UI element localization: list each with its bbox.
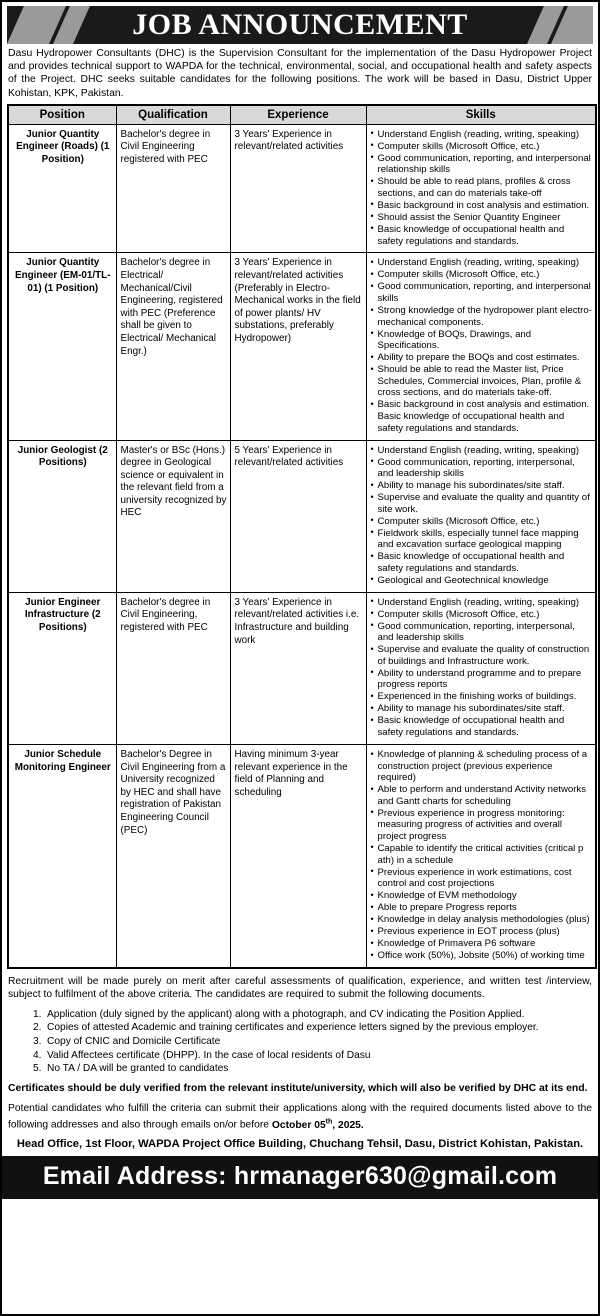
skill-item: • Ability to manage his subordinates/site staff. [371,703,593,715]
skill-item: • Basic background in cost analysis and estimation. [371,200,593,212]
skill-item: • Basic background in cost analysis and estimation. Basic knowledge of occupational health and safety regulations and standards. [371,399,593,434]
cell-experience: 5 Years' Experience in relevant/related activities [230,440,366,592]
table-row [8,253,596,440]
column-header-skills: Skills [366,105,596,125]
skill-item: • Knowledge of EVM methodology [371,890,593,902]
page-title: JOB ANNOUNCEMENT [132,8,468,41]
skill-item: • Ability to manage his subordinates/site staff. [371,480,593,492]
column-header-qualification: Qualification [116,105,230,125]
deadline-date [272,1120,364,1131]
deadline-day: October 05 [271,1119,326,1131]
deadline-ordinal: th [325,1118,333,1126]
submission-note [8,1102,592,1132]
cell-position: Junior Geologist (2 Positions) [8,440,116,592]
cell-skills [366,124,596,253]
skill-item: • Knowledge of Primavera P6 software [371,938,593,950]
cell-skills [366,253,596,440]
email-address-bar[interactable]: Email Address: hrmanager630@gmail.com [2,1156,598,1199]
skill-item: • Understand English (reading, writing, speaking) [371,257,593,269]
cell-experience: 3 Years' Experience in relevant/related activities (Preferably in Electro-Mechanical works in the field of power plants/ HV substations, preferably Hydropower) [230,253,366,440]
submission-prefix: Potential candidates who fulfill the criteria can submit their applications along with the required documents listed above to the following addresses and also through emails on/or before [8,1102,592,1131]
table-row [8,124,596,253]
certificates-note: Certificates should be duly verified from the relevant institute/university, which will also be verified by DHC at its end. [8,1082,588,1094]
positions-table-body [8,124,596,968]
cell-skills [366,745,596,968]
cell-position: Junior Quantity Engineer (EM-01/TL-01) (1 Position) [8,253,116,440]
skill-item: • Computer skills (Microsoft Office, etc.) [371,141,593,153]
skill-item: • Knowledge in delay analysis methodologies (plus) [371,914,593,926]
cell-qualification: Bachelor's degree in Civil Engineering, registered with PEC [116,592,230,744]
footer-section [7,975,593,1150]
positions-table [7,104,597,969]
table-row [8,745,596,968]
skill-item: • Good communication, reporting, and interpersonal skills [371,281,593,304]
skills-list [371,257,593,434]
announcement-banner [7,6,593,44]
skill-item: • Computer skills (Microsoft Office, etc.) [371,609,593,621]
skill-item: • Understand English (reading, writing, speaking) [371,129,593,141]
head-office-address: Head Office, 1st Floor, WAPDA Project Office Building, Chuchang Tehsil, Dasu, District Kohistan, Pakistan. [16,1138,584,1151]
skill-item: • Office work (50%), Jobsite (50%) of working time [371,950,593,962]
cell-qualification: Bachelor's degree in Civil Engineering registered with PEC [116,124,230,253]
table-header-row [8,105,596,125]
skill-item: • Should assist the Senior Quantity Engineer [371,212,593,224]
table-row [8,592,596,744]
document-item: Application (duly signed by the applicant) along with a photograph, and CV indicating the Position Applied. [47,1008,525,1020]
skill-item: • Good communication, reporting, interpersonal, and leadership skills [371,457,593,480]
skill-item: • Knowledge of BOQs, Drawings, and Specifications. [371,329,593,352]
column-header-experience: Experience [230,105,366,125]
skill-item: • Supervise and evaluate the quality of construction of buildings and Infrastructure work. [371,644,593,667]
cell-experience: 3 Years' Experience in relevant/related activities [230,124,366,253]
skill-item: • Strong knowledge of the hydropower plant electro-mechanical components. [371,305,593,328]
cell-position: Junior Quantity Engineer (Roads) (1 Position) [8,124,116,253]
document-item: Copies of attested Academic and training certificates and experience letters signed by the previous employer. [47,1022,539,1034]
cell-skills [366,440,596,592]
skill-item: • Should be able to read plans, profiles & cross sections, and can do materials take-off [371,176,593,199]
document-item: Valid Affectees certificate (DHPP). In the case of local residents of Dasu [47,1049,371,1061]
skill-item: • Basic knowledge of occupational health and safety regulations and standards. [371,551,593,574]
document-item: Copy of CNIC and Domicile Certificate [47,1036,221,1047]
skill-item: • Able to perform and understand Activity networks and Gantt charts for scheduling [371,784,593,807]
recruitment-note: Recruitment will be made purely on merit after careful assessments of qualification, experience, and written test /interview, subject to fulfilment of the above criteria. The candidates are required to submit the following documents. [8,976,592,1001]
intro-paragraph: Dasu Hydropower Consultants (DHC) is the Supervision Consultant for the implementation of the Dasu Hydropower Project and provides technical support to WAPDA for the technical, environmental, social, and occupational health and safety aspects of the Project. DHC seeks suitable candidates for the following positions. The work will be based in Dasu, District Upper Kohistan, KPK, Pakistan. [8,48,592,99]
skill-item: • Geological and Geotechnical knowledge [371,575,593,587]
column-header-position: Position [8,105,116,125]
table-row [8,440,596,592]
document-item: No TA / DA will be granted to candidates [47,1063,229,1075]
skill-item: • Understand English (reading, writing, speaking) [371,597,593,609]
cell-position: Junior Schedule Monitoring Engineer [8,745,116,968]
cell-experience: Having minimum 3-year relevant experience in the field of Planning and scheduling [230,745,366,968]
skill-item: • Should be able to read the Master list, Price Schedules, Commercial invoices, Plan, profile & cross sections, and do materials take-off. [371,364,593,399]
skill-item: • Able to prepare Progress reports [371,902,593,914]
skill-item: • Basic knowledge of occupational health and safety regulations and standards. [371,224,593,247]
skills-list [371,129,593,247]
cell-qualification: Bachelor's Degree in Civil Engineering from a University recognized by HEC and shall have registration of Pakistan Engineering Council (PEC) [116,745,230,968]
cell-position: Junior Engineer Infrastructure (2 Positions) [8,592,116,744]
skill-item: • Good communication, reporting, interpersonal, and leadership skills [371,621,593,644]
cell-qualification: Bachelor's degree in Electrical/ Mechanical/Civil Engineering, registered with PEC (Preference shall be given to Electrical/ Mechanical Engr.) [116,253,230,440]
skill-item: • Ability to understand programme and to prepare progress reports [371,668,593,691]
skill-item: • Knowledge of planning & scheduling process of a construction project (previous experience required) [371,749,593,784]
cell-qualification: Master's or BSc (Hons.) degree in Geological science or equivalent in the relevant field from a university recognized by HEC [116,440,230,592]
cell-skills [366,592,596,744]
skill-item: • Previous experience in work estimations, cost control and cost projections [371,867,593,890]
skill-item: • Fieldwork skills, especially tunnel face mapping and excavation surface geological mapping [371,528,593,551]
skill-item: • Basic knowledge of occupational health and safety regulations and standards. [371,715,593,738]
skill-item: • Ability to prepare the BOQs and cost estimates. [371,352,593,364]
required-documents-list [33,1008,593,1076]
cell-experience: 3 Years' Experience in relevant/related activities i.e. Infrastructure and building work [230,592,366,744]
skill-item: • Good communication, reporting, and interpersonal relationship skills [371,153,593,176]
skill-item: • Computer skills (Microsoft Office, etc.) [371,516,593,528]
skill-item: • Computer skills (Microsoft Office, etc.) [371,269,593,281]
skill-item: • Understand English (reading, writing, speaking) [371,445,593,457]
deadline-year: , 2025. [332,1119,364,1131]
skill-item: • Supervise and evaluate the quality and quantity of site work. [371,492,593,515]
skill-item: • Previous experience in EOT process (plus) [371,926,593,938]
skills-list [371,749,593,962]
skills-list [371,445,593,587]
skills-list [371,597,593,739]
skill-item: • Previous experience in progress monitoring: measuring progress of activities and overall project progress [371,808,593,843]
skill-item: • Experienced in the finishing works of buildings. [371,691,593,703]
skill-item: • Capable to identify the critical activities (critical p ath) in a schedule [371,843,593,866]
